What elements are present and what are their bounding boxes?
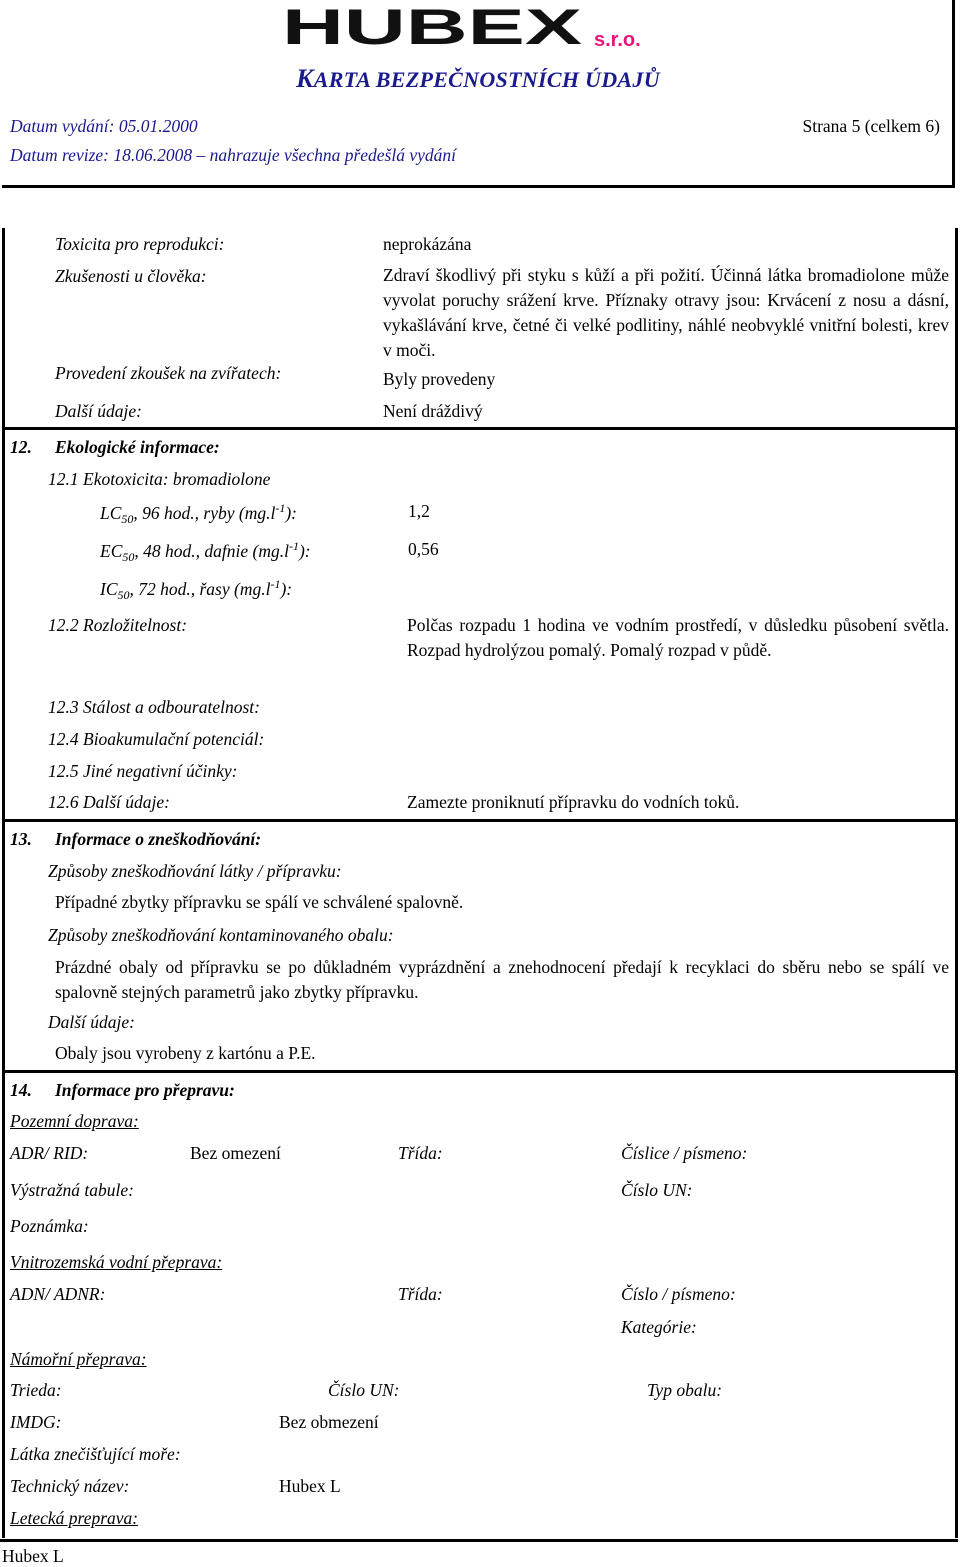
s12-other-label: 12.6 Další údaje:	[48, 792, 171, 812]
air-transport-heading: Letecká preprava:	[10, 1508, 139, 1528]
num-letter-label: Číslo / písmeno:	[621, 1284, 736, 1304]
stability-label: 12.3 Stálost a odbouratelnost:	[48, 697, 260, 717]
adr-value: Bez omezení	[190, 1143, 281, 1163]
imdg-value: Bez obmezení	[279, 1412, 379, 1432]
revision-date: Datum revize: 18.06.2008 – nahrazuje všechna předešlá vydání	[10, 145, 457, 165]
disposal-substance-label: Způsoby zneškodňování látky / přípravku:	[48, 861, 342, 881]
other-tox-value: Není dráždivý	[383, 401, 483, 421]
sea-transport-heading: Námořní přeprava:	[10, 1349, 147, 1369]
land-transport-heading: Pozemní doprava:	[10, 1111, 139, 1131]
ic50-label: $IC_{50}$, 72 hod., řasy $(mg.l^{-1})$:	[100, 577, 293, 602]
page-number: Strana 5 (celkem 6)	[802, 116, 940, 136]
divider-12	[5, 427, 955, 430]
s13-other-text: Obaly jsou vyrobeny z kartónu a P.E.	[55, 1043, 316, 1063]
company-logo	[282, 6, 682, 48]
disposal-packaging-label: Způsoby zneškodňování kontaminovaného obalu:	[48, 925, 394, 945]
s12-number: 12.	[10, 437, 32, 457]
digit-letter-label: Číslice / písmeno:	[621, 1143, 748, 1163]
package-type-label: Typ obalu:	[647, 1380, 723, 1400]
footer-product: Hubex L	[2, 1546, 64, 1566]
divider-14	[5, 1070, 955, 1073]
s14-number: 14.	[10, 1080, 32, 1100]
logo-wordmark: HUBEX	[282, 6, 582, 48]
marine-pollutant-label: Látka znečišťující moře:	[10, 1444, 181, 1464]
negative-effects-label: 12.5 Jiné negativní účinky:	[48, 761, 238, 781]
bioaccumulation-label: 12.4 Bioakumulační potenciál:	[48, 729, 265, 749]
content-frame	[2, 228, 958, 1538]
other-tox-label: Další údaje:	[55, 401, 143, 421]
degradability-label: 12.2 Rozložitelnost:	[48, 615, 188, 635]
issue-date: Datum vydání: 05.01.2000	[10, 116, 198, 136]
note-label: Poznámka:	[10, 1216, 89, 1236]
inland-water-heading: Vnitrozemská vodní přeprava:	[10, 1252, 223, 1272]
s14-heading: Informace pro přepravu:	[55, 1080, 235, 1100]
ec50-label: $EC_{50}$, 48 hod., dafnie $(mg.l^{-1})$:	[100, 539, 311, 564]
logo-suffix: s.r.o.	[594, 29, 641, 48]
disposal-substance-text: Případné zbytky přípravku se spálí ve schválené spalovně.	[55, 892, 464, 912]
s13-number: 13.	[10, 829, 32, 849]
un-number-label: Číslo UN:	[621, 1180, 693, 1200]
disposal-packaging-text: Prázdné obaly od přípravku se po důkladném vyprázdnění a znehodnocení předají k recyklaci do sběru nebo se spálí ve spalovně stejných parametrů jako zbytky přípravku.	[55, 957, 949, 1002]
adr-label: ADR/ RID:	[10, 1143, 89, 1163]
s12-heading: Ekologické informace:	[55, 437, 220, 457]
technical-name-value: Hubex L	[279, 1476, 341, 1496]
animal-label: Provedení zkoušek na zvířatech:	[55, 363, 282, 383]
technical-name-label: Technický název:	[10, 1476, 130, 1496]
degradability-value: Polčas rozpadu 1 hodina ve vodním prostředí, v důsledku působení světla. Rozpad hydrolýzou pomalý. Pomalý rozpad v půdě.	[407, 615, 949, 660]
sea-un-label: Číslo UN:	[328, 1380, 400, 1400]
human-value: Zdraví škodlivý při styku s kůží a při požití. Účinná látka bromadiolone může vyvolat poruchy srážení krve. Příznaky otravy jsou: Krvácení z nosu a dásní, vykašlávání krve, četné či velké podlitiny, náhlé neobvyklé vnitřní bolesti, krev v moči.	[383, 265, 949, 360]
ecotox-label: 12.1 Ekotoxicita: bromadiolone	[48, 469, 271, 489]
category-label: Kategórie:	[621, 1317, 697, 1337]
human-label: Zkušenosti u člověka:	[55, 266, 207, 286]
document-title: KARTA BEZPEČNOSTNÍCH ÚDAJŮ	[296, 64, 660, 93]
adn-class-label: Třída:	[398, 1284, 443, 1304]
adr-class-label: Třída:	[398, 1143, 443, 1163]
s13-heading: Informace o zneškodňování:	[55, 829, 262, 849]
s13-other-label: Další údaje:	[48, 1012, 136, 1032]
repro-value: neprokázána	[383, 234, 472, 254]
adn-label: ADN/ ADNR:	[10, 1284, 106, 1304]
repro-label: Toxicita pro reprodukci:	[55, 234, 225, 254]
warning-sign-label: Výstražná tabule:	[10, 1180, 134, 1200]
animal-value: Byly provedeny	[383, 369, 496, 389]
ec50-value: 0,56	[408, 539, 439, 559]
s12-other-value: Zamezte proniknutí přípravku do vodních toků.	[407, 792, 740, 812]
lc50-value: 1,2	[408, 501, 430, 521]
imdg-label: IMDG:	[10, 1412, 62, 1432]
lc50-label: $LC_{50}$, 96 hod., ryby $(mg.l^{-1})$:	[100, 501, 297, 526]
divider-13	[5, 819, 955, 822]
sea-class-label: Trieda:	[10, 1380, 62, 1400]
footer-divider	[0, 1539, 958, 1542]
